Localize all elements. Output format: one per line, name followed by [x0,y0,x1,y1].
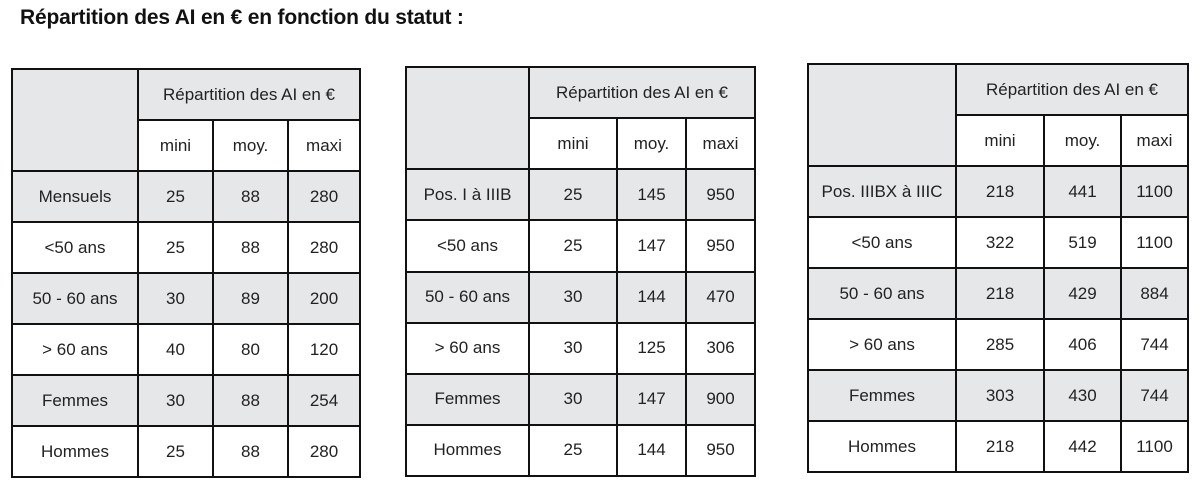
cell-mini: 25 [138,426,213,477]
cell-mini: 285 [956,319,1044,370]
cell-moy: 88 [213,375,288,426]
cell-mini: 303 [956,370,1044,421]
table-row [808,268,1188,319]
cell-mini: 25 [529,220,617,271]
table-row [12,273,360,324]
table-row [12,222,360,273]
cell-mini: 30 [138,273,213,324]
cell-maxi: 744 [1121,370,1188,421]
cell-maxi: 900 [686,374,755,425]
cell-moy: 430 [1044,370,1121,421]
row-label: Femmes [12,375,138,426]
column-header-mini: mini [138,120,213,171]
cell-moy: 441 [1044,166,1121,217]
row-label: <50 ans [406,220,529,271]
corner-cell [808,64,956,166]
group-header: Répartition des AI en € [956,64,1188,115]
row-label: 50 - 60 ans [406,272,529,323]
column-header-moy: moy. [617,118,686,169]
row-label: > 60 ans [808,319,956,370]
cell-moy: 144 [617,272,686,323]
row-label: <50 ans [12,222,138,273]
table-row [406,425,755,476]
cell-mini: 25 [529,425,617,476]
cell-mini: 25 [138,222,213,273]
table-row [12,426,360,477]
cell-maxi: 280 [288,171,360,222]
table-row [406,323,755,374]
row-label: Hommes [406,425,529,476]
cell-mini: 30 [529,374,617,425]
cell-maxi: 744 [1121,319,1188,370]
row-label: 50 - 60 ans [12,273,138,324]
row-label: Pos. I à IIIB [406,169,529,220]
row-label: <50 ans [808,217,956,268]
cell-mini: 218 [956,166,1044,217]
table-row [406,169,755,220]
group-header: Répartition des AI en € [138,69,360,120]
cell-maxi: 470 [686,272,755,323]
table-row [808,319,1188,370]
cell-maxi: 884 [1121,268,1188,319]
cell-moy: 147 [617,220,686,271]
row-label: > 60 ans [406,323,529,374]
cell-moy: 88 [213,171,288,222]
cell-maxi: 1100 [1121,217,1188,268]
cell-mini: 25 [529,169,617,220]
cell-moy: 442 [1044,421,1121,472]
cell-maxi: 120 [288,324,360,375]
table-row [406,272,755,323]
corner-cell [12,69,138,171]
cell-moy: 147 [617,374,686,425]
table-row [406,220,755,271]
cell-maxi: 280 [288,222,360,273]
row-label: Hommes [12,426,138,477]
column-header-mini: mini [529,118,617,169]
cell-maxi: 950 [686,220,755,271]
cell-moy: 88 [213,222,288,273]
table-row [808,421,1188,472]
cell-moy: 145 [617,169,686,220]
row-label: Femmes [808,370,956,421]
cell-mini: 25 [138,171,213,222]
row-label: Femmes [406,374,529,425]
column-header-mini: mini [956,115,1044,166]
row-label: > 60 ans [12,324,138,375]
table-pos-i-iiib [405,66,756,477]
table-row [12,375,360,426]
cell-moy: 144 [617,425,686,476]
column-header-maxi: maxi [686,118,755,169]
table-row [808,370,1188,421]
table-mensuels [11,68,361,478]
table-row [808,217,1188,268]
cell-moy: 519 [1044,217,1121,268]
cell-mini: 30 [138,375,213,426]
cell-moy: 88 [213,426,288,477]
column-header-maxi: maxi [288,120,360,171]
column-header-maxi: maxi [1121,115,1188,166]
row-label: 50 - 60 ans [808,268,956,319]
table-row [12,171,360,222]
cell-mini: 40 [138,324,213,375]
cell-moy: 406 [1044,319,1121,370]
corner-cell [406,67,529,169]
cell-maxi: 950 [686,425,755,476]
table-pos-iiibx-iiic [807,63,1189,473]
cell-mini: 218 [956,268,1044,319]
cell-mini: 322 [956,217,1044,268]
cell-moy: 89 [213,273,288,324]
column-header-moy: moy. [1044,115,1121,166]
row-label: Mensuels [12,171,138,222]
table-row [808,166,1188,217]
cell-moy: 429 [1044,268,1121,319]
cell-maxi: 950 [686,169,755,220]
page-title: Répartition des AI en € en fonction du statut : [20,6,464,29]
group-header: Répartition des AI en € [529,67,755,118]
table-row [12,324,360,375]
table-row [406,374,755,425]
cell-moy: 125 [617,323,686,374]
cell-maxi: 1100 [1121,166,1188,217]
cell-moy: 80 [213,324,288,375]
cell-maxi: 1100 [1121,421,1188,472]
cell-maxi: 306 [686,323,755,374]
cell-maxi: 280 [288,426,360,477]
cell-maxi: 254 [288,375,360,426]
column-header-moy: moy. [213,120,288,171]
row-label: Hommes [808,421,956,472]
cell-maxi: 200 [288,273,360,324]
cell-mini: 218 [956,421,1044,472]
cell-mini: 30 [529,323,617,374]
cell-mini: 30 [529,272,617,323]
row-label: Pos. IIIBX à IIIC [808,166,956,217]
